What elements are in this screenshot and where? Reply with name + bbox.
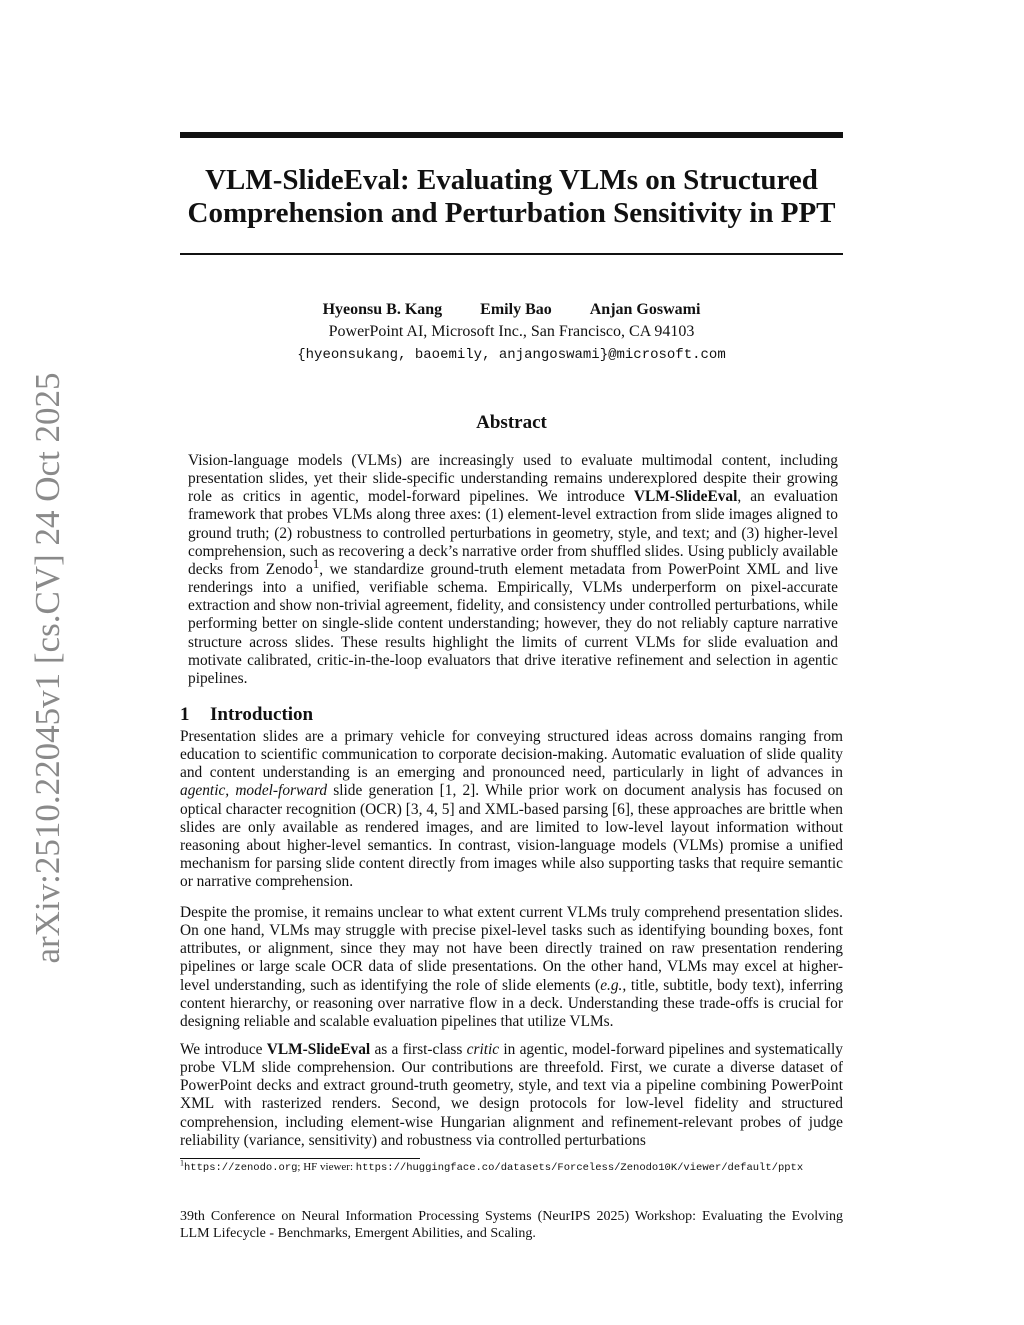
title-bottom-rule: [180, 253, 843, 255]
arxiv-identifier-stamp[interactable]: arXiv:2510.22045v1 [cs.CV] 24 Oct 2025: [28, 372, 67, 964]
venue-note: 39th Conference on Neural Information Processing Systems (NeurIPS 2025) Workshop: Evaluating the Evolving LLM Lifecycle - Benchmarks, Emergent Abilities, and Scaling.: [180, 1209, 843, 1241]
author-affiliation: PowerPoint AI, Microsoft Inc., San Francisco, CA 94103: [328, 323, 695, 340]
section-number: 1: [180, 704, 190, 725]
title-line-1: VLM-SlideEval: Evaluating VLMs on Structured: [205, 164, 818, 196]
author-name: Emily Bao: [480, 301, 552, 318]
footnote-rule: [180, 1158, 420, 1159]
title-line-2: Comprehension and Perturbation Sensitivity in PPT: [187, 197, 836, 229]
framework-name: VLM-SlideEval: [633, 488, 738, 506]
author-list: [180, 300, 843, 320]
section-title: Introduction: [210, 704, 314, 725]
footnote-link-zenodo[interactable]: https://zenodo.org: [184, 1162, 298, 1174]
author-name: Anjan Goswami: [589, 301, 701, 318]
footnote-marker[interactable]: 1: [312, 556, 320, 571]
intro-paragraph-2: Despite the promise, it remains unclear to what extent current VLMs truly comprehend presentation slides. On one hand, VLMs may struggle with precise pixel-level tasks such as identifying bounding boxes, font attributes, or alignment, since they may not have been directly trained on raw presentation rendering pipelines or large scale OCR data of slide presentations. On the other hand, VLMs may excel at higher-level understanding, such as identifying the role of slide elements (e.g., title, subtitle, body text), inferring content hierarchy, or reasoning over narrative flow in a deck. Understanding these trade-offs is crucial for designing reliable and scalable evaluation pipelines that utilize VLMs.: [180, 904, 843, 1030]
section-heading-introduction: [180, 704, 313, 726]
title-top-rule: [180, 132, 843, 138]
author-name: Hyeonsu B. Kang: [322, 301, 443, 318]
author-email[interactable]: {hyeonsukang, baoemily, anjangoswami}@microsoft.com: [297, 347, 726, 363]
footnote: $^1$https://zenodo.org; HF viewer: https://huggingface.co/datasets/Forceless/Zenodo10K/viewer/default/pptx: [180, 1158, 804, 1174]
footnote-link-huggingface[interactable]: https://huggingface.co/datasets/Forceless/Zenodo10K/viewer/default/pptx: [355, 1162, 804, 1174]
intro-paragraph-3: We introduce VLM-SlideEval as a first-class critic in agentic, model-forward pipelines and systematically probe VLM slide comprehension. Our contributions are threefold. First, we curate a diverse dataset of PowerPoint decks and extract ground-truth geometry, style, and text via a pipeline combining PowerPoint XML with rasterized renders. Second, we design protocols for low-level fidelity and structured comprehension, including element-wise Hungarian alignment and refinement-relevant probes of judge reliability (variance, sensitivity) and robustness via controlled perturbations: [180, 1041, 843, 1149]
abstract-text: Vision-language models (VLMs) are increasingly used to evaluate multimodal content, including presentation slides, yet their slide-specific understanding remains underexplored despite their growing role as critics in agentic, model-forward pipelines. We introduce VLM-SlideEval, an evaluation framework that probes VLMs along three axes: (1) element-level extraction from slide images aligned to ground truth; (2) robustness to controlled perturbations in geometry, style, and text; and (3) higher-level comprehension, such as recovering a deck’s narrative order from shuffled slides. Using publicly available decks from Zenodo$^1$, we standardize ground-truth element metadata from PowerPoint XML and live renderings into a unified, verifiable schema. Empirically, VLMs underperform on pixel-accurate extraction and show non-trivial agreement, fidelity, and consistency under controlled perturbations, while performing better on single-slide content understanding; however, they do not reliably capture narrative structure across slides. These results highlight the limits of current VLMs for slide evaluation and motivate calibrated, critic-in-the-loop evaluators that drive iterative refinement and selection in agentic pipelines.: [188, 452, 838, 687]
intro-paragraph-1: Presentation slides are a primary vehicle for conveying structured ideas across domains ranging from education to scientific communication to corporate decision-making. Automatic evaluation of slide quality and content understanding is an emerging and pronounced need, particularly in light of advances in agentic, model-forward slide generation [1, 2]. While prior work on document analysis has focused on optical character recognition (OCR) [3, 4, 5] and XML-based parsing [6], these approaches are brittle when slides are only available as rendered images, and are limited to low-level layout information without reasoning about higher-level semantics. In contrast, vision-language models (VLMs) promise a unified mechanism for parsing slide content directly from images while also supporting tasks that require semantic or narrative comprehension.: [180, 728, 843, 891]
paper-title: [180, 164, 843, 230]
abstract-heading: Abstract: [476, 412, 547, 433]
